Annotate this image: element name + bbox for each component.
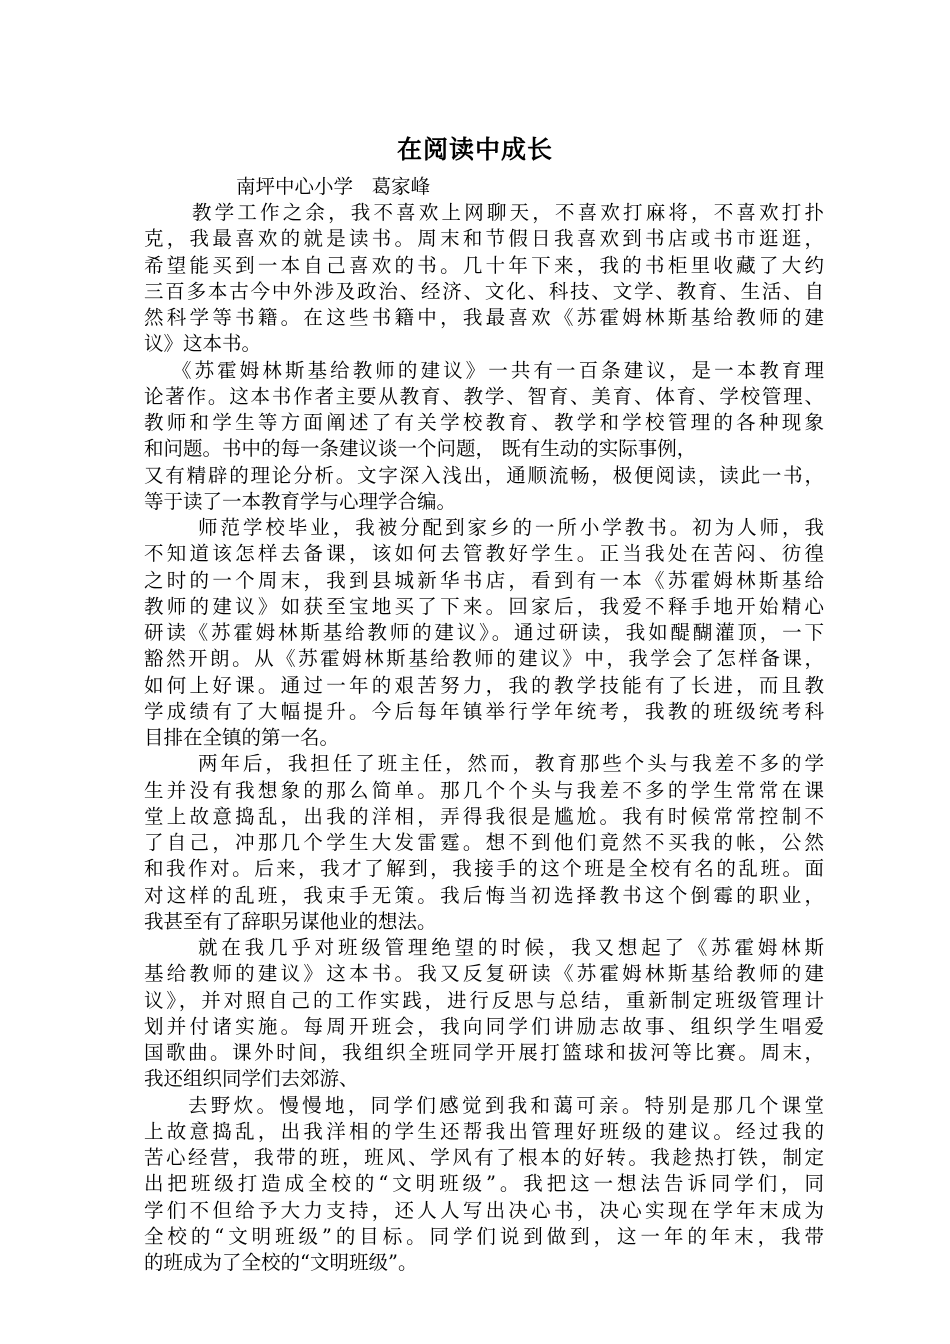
text-line: 教师的建议》如获至宝地买了下来。回家后，我爱不释手地开始精心 <box>144 594 824 618</box>
author-byline: 南坪中心小学 葛家峰 <box>236 175 431 198</box>
text-line: 《苏霍姆林斯基给教师的建议》一共有一百条建议，是一本教育理 <box>172 358 824 382</box>
text-line: 议》，并对照自己的工作实践，进行反思与总结，重新制定班级管理计 <box>144 988 824 1012</box>
paragraph-6 <box>144 1093 824 1277</box>
text-line: 了自己，冲那几个学生大发雷霆。想不到他们竟然不买我的帐，公然 <box>144 831 824 854</box>
text-line: 学成绩有了大幅提升。今后每年镇举行学年统考，我教的班级统考科 <box>144 699 824 723</box>
text-line: 师范学校毕业，我被分配到家乡的一所小学教书。初为人师，我 <box>198 516 824 539</box>
text-line: 基给教师的建议》这本书。我又反复研读《苏霍姆林斯基给教师的建 <box>144 962 824 986</box>
paragraph-5 <box>144 935 824 1093</box>
text-line: 豁然开朗。从《苏霍姆林斯基给教师的建议》中，我学会了怎样备课， <box>144 647 824 671</box>
text-line: 国歌曲。课外时间，我组织全班同学开展打篮球和拔河等比赛。周末， <box>144 1041 824 1064</box>
article-body <box>144 200 824 1276</box>
text-line: 和我作对。后来，我才了解到，我接手的这个班是全校有名的乱班。面 <box>144 857 824 881</box>
text-line: 又有精辟的理论分析。文字深入浅出，通顺流畅，极便阅读，读此一书， <box>144 463 824 487</box>
text-line: 去野炊。慢慢地，同学们感觉到我和蔼可亲。特别是那几个课堂 <box>188 1093 824 1117</box>
text-line: 教学工作之余，我不喜欢上网聊天，不喜欢打麻将，不喜欢打扑 <box>192 201 824 224</box>
page-title: 在阅读中成长 <box>396 135 553 164</box>
text-line: 克，我最喜欢的就是读书。周末和节假日我喜欢到书店或书市逛逛， <box>144 227 824 251</box>
text-line: 等于读了一本教育学与心理学合编。 <box>144 489 457 513</box>
paragraph-2 <box>144 358 824 516</box>
text-line: 对这样的乱班，我束手无策。我后悔当初选择教书这个倒霉的职业， <box>144 883 824 907</box>
text-line: 的班成为了全校的“文明班级”。 <box>144 1251 418 1274</box>
text-line: 目排在全镇的第一名。 <box>144 726 340 749</box>
text-line: 出把班级打造成全校的“文明班级”。我把这一想法告诉同学们，同 <box>144 1172 824 1196</box>
text-line: 论著作。这本书作者主要从教育、教学、智育、美育、体育、学校管理、 <box>144 384 824 408</box>
text-line: 然科学等书籍。在这些书籍中，我最喜欢《苏霍姆林斯基给教师的建 <box>144 306 824 329</box>
text-line: 我还组织同学们去郊游、 <box>144 1067 359 1091</box>
text-line: 三百多本古今中外涉及政治、经济、文化、科技、文学、教育、生活、自 <box>144 279 824 303</box>
text-line: 两年后，我担任了班主任，然而，教育那些个头与我差不多的学 <box>198 752 824 776</box>
text-line: 议》这本书。 <box>144 332 262 356</box>
paragraph-1 <box>144 200 824 358</box>
text-line: 我甚至有了辞职另谋他业的想法。 <box>144 909 437 933</box>
text-line: 堂上故意捣乱，出我的洋相，弄得我很是尴尬。我有时候常常控制不 <box>144 804 824 828</box>
text-line: 就在我几乎对班级管理绝望的时候，我又想起了《苏霍姆林斯 <box>198 936 824 959</box>
paragraph-4 <box>144 751 824 935</box>
paragraph-3 <box>144 515 824 751</box>
text-line: 全校的“文明班级”的目标。同学们说到做到，这一年的年末，我带 <box>144 1224 824 1248</box>
text-line: 学们不但给予大力支持，还人人写出决心书，决心实现在学年末成为 <box>144 1198 824 1222</box>
text-line: 生并没有我想象的那么简单。那几个个头与我差不多的学生常常在课 <box>144 778 824 802</box>
text-line: 和问题。书中的每一条建议谈一个问题， 既有生动的实际事例， <box>144 437 697 461</box>
text-line: 苦心经营，我带的班，班风、学风有了根本的好转。我趁热打铁，制定 <box>144 1146 824 1169</box>
text-line: 上故意捣乱，出我洋相的学生还帮我出管理好班级的建议。经过我的 <box>144 1119 824 1143</box>
text-line: 如何上好课。通过一年的艰苦努力，我的教学技能有了长进，而且教 <box>144 673 824 697</box>
text-line: 教师和学生等方面阐述了有关学校教育、教学和学校管理的各种现象 <box>144 411 824 434</box>
text-line: 划并付诸实施。每周开班会，我向同学们讲励志故事、组织学生唱爱 <box>144 1014 824 1038</box>
text-line: 之时的一个周末，我到县城新华书店，看到有一本《苏霍姆林斯基给 <box>144 568 824 592</box>
text-line: 不知道该怎样去备课，该如何去管教好学生。正当我处在苦闷、彷徨 <box>144 542 824 566</box>
text-line: 研读《苏霍姆林斯基给教师的建议》。通过研读，我如醍醐灌顶，一下 <box>144 621 824 644</box>
text-line: 希望能买到一本自己喜欢的书。几十年下来，我的书柜里收藏了大约 <box>144 253 824 277</box>
